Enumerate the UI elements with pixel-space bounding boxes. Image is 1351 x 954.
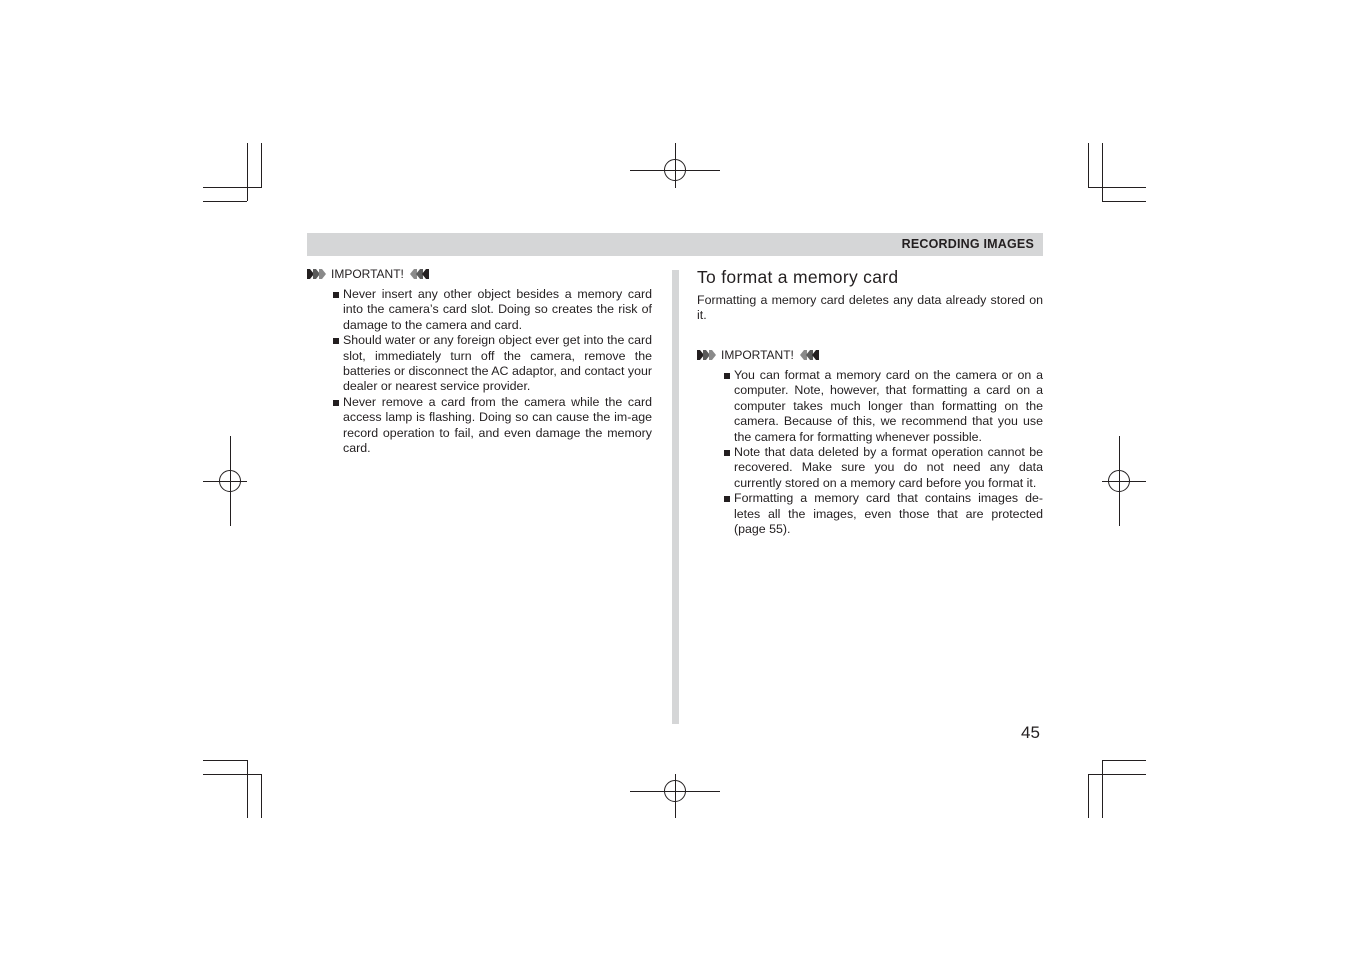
crop-mark xyxy=(1088,187,1146,188)
triple-left-arrow-icon xyxy=(799,350,819,360)
registration-circle xyxy=(664,159,686,181)
list-item: Never remove a card from the camera while the card access lamp is flashing. Doing so can cause the im-age record operation to fail, and even damage the memory card. xyxy=(333,395,652,457)
list-item: Never insert any other object besides a memory card into the camera’s card slot. Doing so creates the risk of damage to the camera and card. xyxy=(333,287,652,333)
triple-right-arrow-icon xyxy=(307,269,327,279)
crop-mark xyxy=(203,187,261,188)
crop-mark xyxy=(261,774,262,818)
section-header-title: RECORDING IMAGES xyxy=(901,237,1034,251)
list-item: Note that data deleted by a format operation cannot be recovered. Make sure you do not need any data currently stored on a memory card before you format it. xyxy=(724,445,1043,491)
important-text: IMPORTANT! xyxy=(331,267,404,281)
section-header-band xyxy=(307,233,1043,256)
section-intro: Formatting a memory card deletes any data already stored on it. xyxy=(697,293,1043,323)
crop-mark xyxy=(1102,760,1146,761)
crop-mark xyxy=(1102,760,1103,818)
triple-right-arrow-icon xyxy=(697,350,717,360)
crop-mark xyxy=(1088,774,1089,818)
crop-mark xyxy=(203,760,247,761)
crop-mark xyxy=(1102,143,1103,201)
registration-circle xyxy=(219,470,241,492)
crop-mark xyxy=(247,760,248,818)
crop-mark xyxy=(1102,201,1146,202)
important-label xyxy=(307,267,429,281)
registration-circle xyxy=(1108,470,1130,492)
crop-mark xyxy=(261,143,262,188)
section-title: To format a memory card xyxy=(697,267,899,287)
important-text: IMPORTANT! xyxy=(721,348,794,362)
triple-left-arrow-icon xyxy=(409,269,429,279)
list-item: You can format a memory card on the camera or on a computer. Note, however, that formatting a card on a computer takes much longer than formatting on the camera. Because of this, we recommend that you use the camera for formatting whenever possible. xyxy=(724,368,1043,445)
registration-circle xyxy=(664,780,686,802)
crop-mark xyxy=(247,143,248,201)
crop-mark xyxy=(1088,143,1089,188)
crop-mark xyxy=(1088,774,1146,775)
list-item: Should water or any foreign object ever get into the card slot, immediately turn off the camera, remove the batteries or disconnect the AC adaptor, and contact your dealer or nearest service provider. xyxy=(333,333,652,395)
right-important-list xyxy=(724,368,1043,537)
important-label xyxy=(697,348,819,362)
list-item: Formatting a memory card that contains images de-letes all the images, even those that are protected (page 55). xyxy=(724,491,1043,537)
column-divider xyxy=(672,270,679,724)
crop-mark xyxy=(203,201,247,202)
page-number: 45 xyxy=(1021,723,1040,742)
left-important-list xyxy=(333,287,652,456)
crop-mark xyxy=(203,774,261,775)
